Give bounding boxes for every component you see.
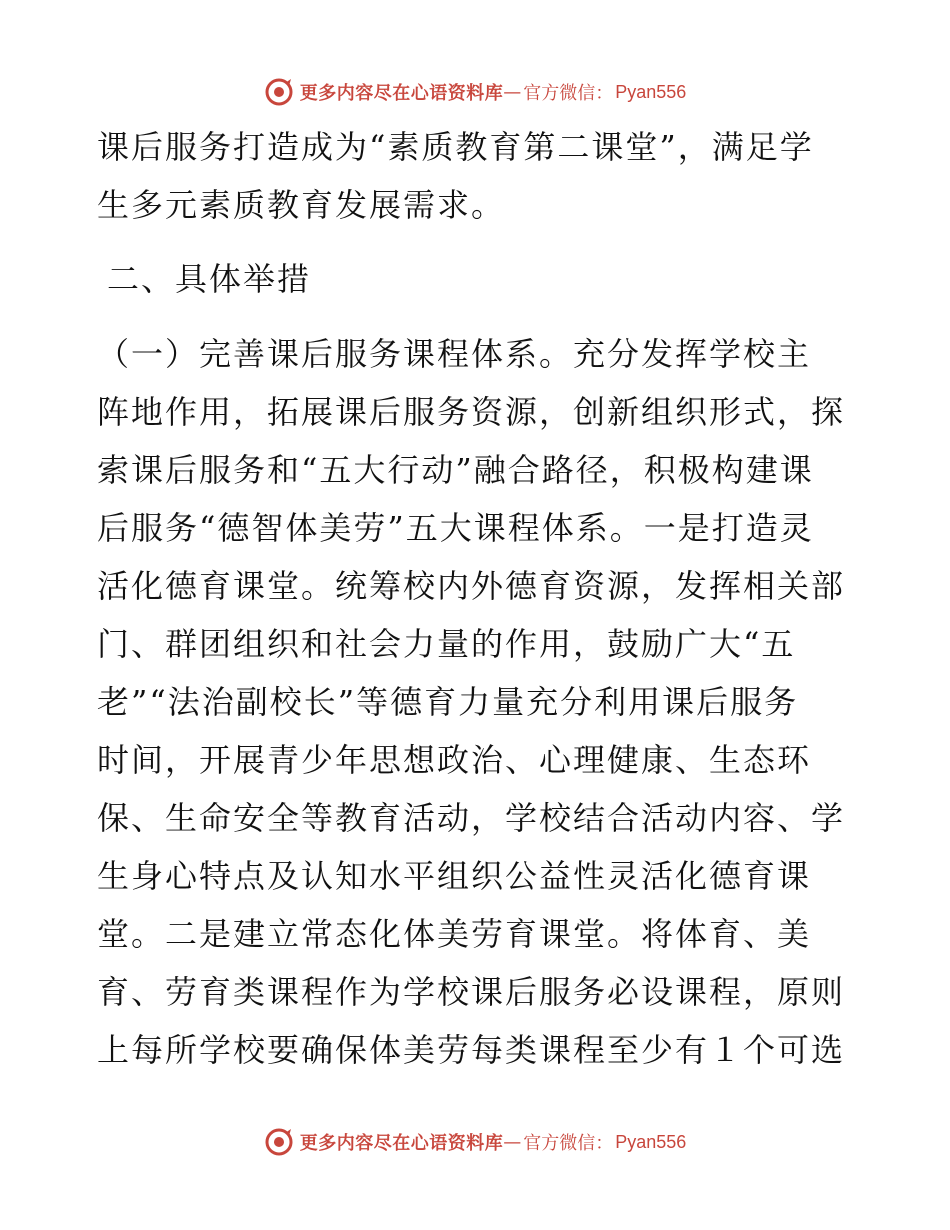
text-line: （一）完善课后服务课程体系。充分发挥学校主 <box>97 335 812 373</box>
text-line: 生身心特点及认知水平组织公益性灵活化德育课 <box>97 857 812 895</box>
text-line: 门、群团组织和社会力量的作用，鼓励广大“五 <box>97 625 796 663</box>
text-line: 上每所学校要确保体美劳每类课程至少有１个可选 <box>97 1031 846 1069</box>
text-line: 老”“法治副校长”等德育力量充分利用课后服务 <box>97 683 799 721</box>
watermark-header <box>0 72 950 112</box>
text-line: 后服务“德智体美劳”五大课程体系。一是打造灵 <box>97 509 814 547</box>
watermark-dash: — <box>503 1131 522 1153</box>
text-line: 索课后服务和“五大行动”融合路径，积极构建课 <box>97 451 814 489</box>
text-line: 生多元素质教育发展需求。 <box>97 186 506 224</box>
measures-paragraph <box>97 325 857 1079</box>
watermark-dash: — <box>503 81 522 103</box>
section-heading: 二、具体举措 <box>107 260 312 298</box>
text-line: 课后服务打造成为“素质教育第二课堂”，满足学 <box>97 128 814 166</box>
watermark-wechat-id: Pyan556 <box>615 81 687 102</box>
text-line: 活化德育课堂。统筹校内外德育资源，发挥相关部 <box>97 567 846 605</box>
watermark-main-text: 更多内容尽在心语资料库 <box>299 1133 504 1154</box>
text-line: 阵地作用，拓展课后服务资源，创新组织形式，探 <box>97 393 846 431</box>
watermark-label: 官方微信： <box>523 1133 614 1154</box>
brand-logo-icon <box>264 77 294 107</box>
watermark-main-text: 更多内容尽在心语资料库 <box>299 83 504 104</box>
intro-paragraph <box>97 118 857 234</box>
watermark-footer <box>0 1122 950 1162</box>
brand-logo-icon <box>264 1127 294 1157</box>
text-line: 堂。二是建立常态化体美劳育课堂。将体育、美 <box>97 915 812 953</box>
text-line: 育、劳育类课程作为学校课后服务必设课程，原则 <box>97 973 846 1011</box>
text-line: 保、生命安全等教育活动，学校结合活动内容、学 <box>97 799 846 837</box>
text-line: 时间，开展青少年思想政治、心理健康、生态环 <box>97 741 812 779</box>
watermark-label: 官方微信： <box>523 83 614 104</box>
watermark-wechat-id: Pyan556 <box>615 1131 687 1152</box>
